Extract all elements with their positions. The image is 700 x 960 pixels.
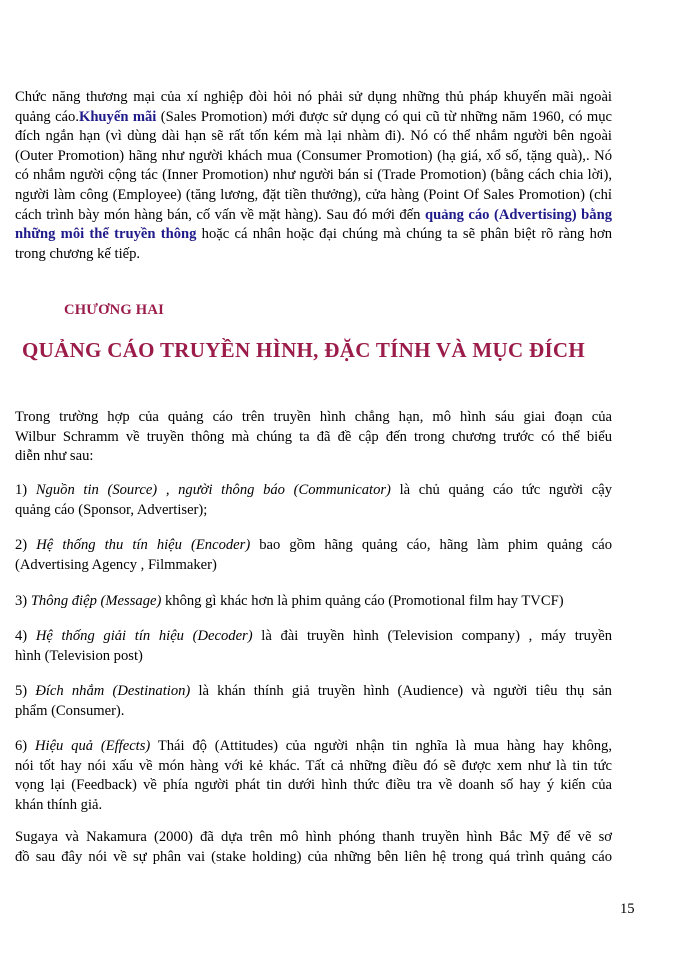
item-number: 3)	[15, 593, 31, 609]
item-term: Hệ thống thu tín hiệu (Encoder)	[36, 537, 251, 553]
item-text: là chủ quảng cáo tức người cậy	[390, 482, 613, 498]
intro-line: (Outer Promotion) hãng như người khách mua (Consumer Promotion) (hạ giá, xổ số, tặng quà),. Nó	[15, 147, 612, 164]
intro-text: hoặc cá nhân hoặc đại chúng mà chúng ta sẽ phân biệt rõ ràng hơn	[196, 226, 612, 243]
body-line: Sugaya và Nakamura (2000) đã dựa trên mô hình phóng thanh truyền hình Bắc Mỹ để vẽ sơ	[15, 829, 612, 845]
item-text: là khán thính giả truyền hình (Audience) và người tiêu thụ sản	[190, 683, 612, 699]
item-number: 4)	[15, 628, 36, 644]
item-line	[15, 682, 612, 702]
item-number: 2)	[15, 537, 37, 553]
list-item-decoder	[15, 627, 612, 666]
intro-line	[15, 225, 612, 245]
item-number: 1)	[15, 482, 36, 498]
item-line: vọng lại (Feedback) về phía người phát tin dưới hình thức điều tra về doanh số hay ý kiến của	[15, 777, 612, 794]
advertising-term: quảng cáo (Advertising) bằng	[424, 206, 612, 223]
list-item-message	[15, 592, 612, 612]
body-line: diễn như sau:	[15, 448, 94, 465]
item-line: nói tốt hay nói xấu về món hàng với kẻ khác. Tất cả những điều đó sẽ được xem như là tin tức	[15, 757, 612, 774]
intro-text: (Sales Promotion) mới được sử dụng có qui cũ từ những năm 1960, có mục	[156, 108, 612, 125]
item-term: Hệ thống giải tín hiệu (Decoder)	[35, 628, 253, 644]
body-line: Trong trường hợp của quảng cáo trên truyền hình chẳng hạn, mô hình sáu giai đoạn của	[15, 409, 612, 425]
item-line: hình (Television post)	[15, 647, 143, 664]
body-line: Wilbur Schramm về truyền thông mà chúng ta đã đề cập đến trong chương trước có thể biểu	[15, 428, 612, 445]
item-line: quảng cáo (Sponsor, Advertiser);	[15, 501, 208, 518]
item-number: 6)	[15, 738, 35, 754]
list-item-encoder	[15, 536, 612, 575]
intro-line	[15, 108, 612, 128]
item-term: Nguồn tin (Source) , người thông báo (Communicator)	[35, 482, 391, 498]
chapter-title: QUẢNG CÁO TRUYỀN HÌNH, ĐẶC TÍNH VÀ MỤC ĐÍCH	[22, 338, 586, 362]
intro-text: cách trình bày món hàng bán, cố vấn về mặt hàng). Sau đó mới đến	[15, 206, 425, 223]
intro-line: có nhắm người cộng tác (Inner Promotion) như người bán sỉ (Trade Promotion) (bằng cách chia lời),	[15, 167, 612, 184]
item-term: Thông điệp (Message)	[30, 593, 162, 609]
item-line	[15, 627, 612, 647]
item-line: phẩm (Consumer).	[15, 702, 125, 719]
intro-line: người làm công (Employee) (tăng lương, đặt tiền thưởng), cửa hàng (Point Of Sales Promotion) (chỉ	[15, 186, 612, 203]
item-line	[15, 481, 612, 501]
model-intro-paragraph	[15, 408, 612, 467]
item-text: không gì khác hơn là phim quảng cáo (Promotional film hay TVCF)	[161, 593, 564, 609]
list-item-source	[15, 481, 612, 520]
sugaya-paragraph	[15, 828, 612, 867]
item-line: khán thính giả.	[15, 796, 103, 813]
intro-line	[15, 206, 612, 226]
item-text: Thái độ (Attitudes) của người nhận tin nghĩa là mua hàng hay không,	[150, 738, 612, 754]
list-item-effects	[15, 737, 612, 815]
page-number: 15	[620, 901, 635, 917]
item-term: Hiệu quả (Effects)	[34, 738, 151, 754]
item-text: là đài truyền hình (Television company) , máy truyền	[252, 628, 613, 644]
item-line	[15, 536, 612, 556]
item-term: Đích nhắm (Destination)	[35, 683, 191, 699]
intro-line: trong chương kế tiếp.	[15, 245, 141, 262]
chapter-label: CHƯƠNG HAI	[64, 302, 164, 318]
intro-text: quảng cáo.	[15, 108, 79, 125]
intro-line: Chức năng thương mại của xí nghiệp đòi hỏi nó phải sử dụng những thủ pháp khuyến mãi ngoài	[15, 89, 612, 105]
item-text: bao gồm hãng quảng cáo, hãng làm phim quảng cáo	[250, 537, 612, 553]
item-line	[15, 737, 612, 757]
intro-line: đích ngắn hạn (vì dùng dài hạn sẽ rất tốn kém mà lại nhàm đi). Nó có thể nhắm người bên ngoài	[15, 128, 612, 145]
sales-promotion-term: Khuyến mãi	[78, 108, 157, 125]
media-term: những môi thể truyền thông	[15, 226, 197, 243]
item-line: (Advertising Agency , Filmmaker)	[15, 556, 217, 573]
body-line: đồ sau đây nói về sự phân vai (stake holding) của những bên liên hệ trong quá trình quảng cáo	[15, 848, 612, 865]
intro-paragraph	[15, 88, 612, 264]
item-number: 5)	[15, 683, 36, 699]
item-line	[15, 592, 612, 612]
list-item-destination	[15, 682, 612, 721]
